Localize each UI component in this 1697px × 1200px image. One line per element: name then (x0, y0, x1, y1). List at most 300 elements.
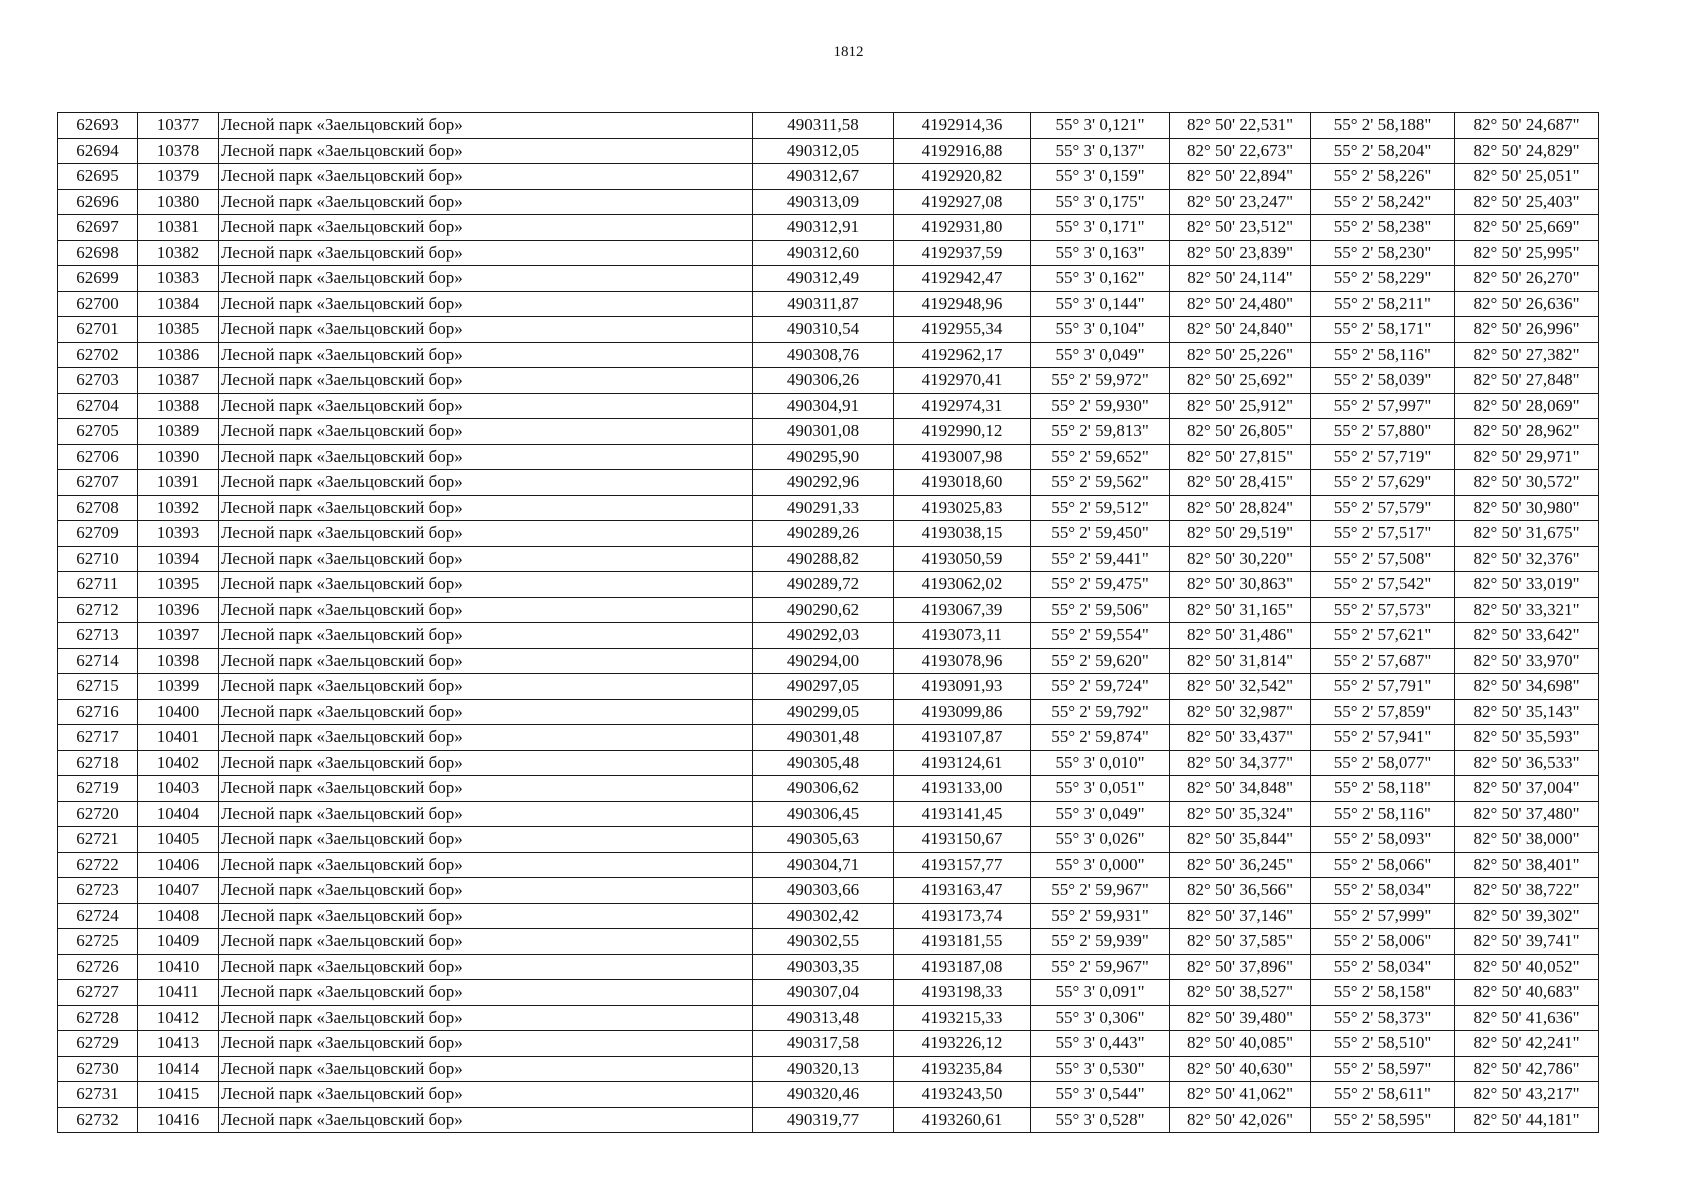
latitude-1-cell: 55° 3' 0,530" (1031, 1056, 1170, 1082)
latitude-2-cell: 55° 2' 58,158" (1311, 980, 1455, 1006)
latitude-1-cell: 55° 2' 59,967" (1031, 878, 1170, 904)
longitude-1-cell: 82° 50' 25,912" (1170, 393, 1311, 419)
longitude-2-cell: 82° 50' 39,302" (1455, 903, 1599, 929)
row-number-cell: 62718 (58, 750, 138, 776)
point-number-cell: 10397 (138, 623, 219, 649)
x-coordinate-cell: 490312,60 (753, 240, 894, 266)
x-coordinate-cell: 490304,71 (753, 852, 894, 878)
table-row (58, 597, 1599, 623)
table-row (58, 368, 1599, 394)
latitude-1-cell: 55° 3' 0,091" (1031, 980, 1170, 1006)
longitude-2-cell: 82° 50' 35,593" (1455, 725, 1599, 751)
table-row (58, 801, 1599, 827)
object-name-cell: Лесной парк «Заельцовский бор» (219, 1107, 753, 1133)
point-number-cell: 10387 (138, 368, 219, 394)
y-coordinate-cell: 4192962,17 (894, 342, 1031, 368)
x-coordinate-cell: 490290,62 (753, 597, 894, 623)
x-coordinate-cell: 490312,91 (753, 215, 894, 241)
latitude-2-cell: 55° 2' 58,093" (1311, 827, 1455, 853)
longitude-2-cell: 82° 50' 26,996" (1455, 317, 1599, 343)
longitude-1-cell: 82° 50' 32,542" (1170, 674, 1311, 700)
row-number-cell: 62698 (58, 240, 138, 266)
object-name-cell: Лесной парк «Заельцовский бор» (219, 801, 753, 827)
longitude-1-cell: 82° 50' 38,527" (1170, 980, 1311, 1006)
table-row (58, 903, 1599, 929)
point-number-cell: 10416 (138, 1107, 219, 1133)
longitude-1-cell: 82° 50' 37,585" (1170, 929, 1311, 955)
y-coordinate-cell: 4193226,12 (894, 1031, 1031, 1057)
point-number-cell: 10399 (138, 674, 219, 700)
table-row (58, 699, 1599, 725)
latitude-2-cell: 55° 2' 57,997" (1311, 393, 1455, 419)
object-name-cell: Лесной парк «Заельцовский бор» (219, 393, 753, 419)
point-number-cell: 10414 (138, 1056, 219, 1082)
latitude-2-cell: 55° 2' 58,006" (1311, 929, 1455, 955)
latitude-2-cell: 55° 2' 58,242" (1311, 189, 1455, 215)
longitude-2-cell: 82° 50' 28,069" (1455, 393, 1599, 419)
latitude-2-cell: 55° 2' 57,629" (1311, 470, 1455, 496)
y-coordinate-cell: 4193260,61 (894, 1107, 1031, 1133)
longitude-2-cell: 82° 50' 34,698" (1455, 674, 1599, 700)
row-number-cell: 62728 (58, 1005, 138, 1031)
latitude-1-cell: 55° 3' 0,049" (1031, 801, 1170, 827)
longitude-2-cell: 82° 50' 43,217" (1455, 1082, 1599, 1108)
point-number-cell: 10389 (138, 419, 219, 445)
latitude-2-cell: 55° 2' 58,510" (1311, 1031, 1455, 1057)
table-row (58, 980, 1599, 1006)
row-number-cell: 62716 (58, 699, 138, 725)
x-coordinate-cell: 490303,35 (753, 954, 894, 980)
longitude-1-cell: 82° 50' 29,519" (1170, 521, 1311, 547)
latitude-2-cell: 55° 2' 58,077" (1311, 750, 1455, 776)
longitude-2-cell: 82° 50' 44,181" (1455, 1107, 1599, 1133)
latitude-2-cell: 55° 2' 57,579" (1311, 495, 1455, 521)
latitude-1-cell: 55° 2' 59,554" (1031, 623, 1170, 649)
object-name-cell: Лесной парк «Заельцовский бор» (219, 852, 753, 878)
x-coordinate-cell: 490305,63 (753, 827, 894, 853)
longitude-1-cell: 82° 50' 35,324" (1170, 801, 1311, 827)
latitude-1-cell: 55° 2' 59,506" (1031, 597, 1170, 623)
latitude-2-cell: 55° 2' 57,573" (1311, 597, 1455, 623)
row-number-cell: 62709 (58, 521, 138, 547)
point-number-cell: 10403 (138, 776, 219, 802)
latitude-1-cell: 55° 2' 59,620" (1031, 648, 1170, 674)
table-row (58, 189, 1599, 215)
row-number-cell: 62721 (58, 827, 138, 853)
object-name-cell: Лесной парк «Заельцовский бор» (219, 495, 753, 521)
latitude-2-cell: 55° 2' 58,039" (1311, 368, 1455, 394)
row-number-cell: 62696 (58, 189, 138, 215)
x-coordinate-cell: 490313,09 (753, 189, 894, 215)
x-coordinate-cell: 490297,05 (753, 674, 894, 700)
latitude-1-cell: 55° 3' 0,443" (1031, 1031, 1170, 1057)
y-coordinate-cell: 4193099,86 (894, 699, 1031, 725)
row-number-cell: 62729 (58, 1031, 138, 1057)
point-number-cell: 10393 (138, 521, 219, 547)
y-coordinate-cell: 4193124,61 (894, 750, 1031, 776)
longitude-1-cell: 82° 50' 30,220" (1170, 546, 1311, 572)
table-row (58, 878, 1599, 904)
latitude-1-cell: 55° 3' 0,544" (1031, 1082, 1170, 1108)
x-coordinate-cell: 490304,91 (753, 393, 894, 419)
object-name-cell: Лесной парк «Заельцовский бор» (219, 1082, 753, 1108)
latitude-2-cell: 55° 2' 57,880" (1311, 419, 1455, 445)
point-number-cell: 10380 (138, 189, 219, 215)
latitude-2-cell: 55° 2' 57,859" (1311, 699, 1455, 725)
object-name-cell: Лесной парк «Заельцовский бор» (219, 1031, 753, 1057)
latitude-1-cell: 55° 3' 0,010" (1031, 750, 1170, 776)
latitude-2-cell: 55° 2' 57,508" (1311, 546, 1455, 572)
object-name-cell: Лесной парк «Заельцовский бор» (219, 470, 753, 496)
latitude-1-cell: 55° 2' 59,475" (1031, 572, 1170, 598)
page-number: 1812 (833, 44, 864, 60)
row-number-cell: 62712 (58, 597, 138, 623)
latitude-1-cell: 55° 3' 0,163" (1031, 240, 1170, 266)
latitude-2-cell: 55° 2' 58,226" (1311, 164, 1455, 190)
table-row (58, 572, 1599, 598)
longitude-2-cell: 82° 50' 37,480" (1455, 801, 1599, 827)
longitude-1-cell: 82° 50' 24,480" (1170, 291, 1311, 317)
longitude-1-cell: 82° 50' 25,692" (1170, 368, 1311, 394)
latitude-1-cell: 55° 3' 0,051" (1031, 776, 1170, 802)
table-row (58, 623, 1599, 649)
object-name-cell: Лесной парк «Заельцовский бор» (219, 368, 753, 394)
latitude-2-cell: 55° 2' 57,791" (1311, 674, 1455, 700)
longitude-1-cell: 82° 50' 23,512" (1170, 215, 1311, 241)
latitude-2-cell: 55° 2' 57,687" (1311, 648, 1455, 674)
x-coordinate-cell: 490308,76 (753, 342, 894, 368)
latitude-1-cell: 55° 3' 0,137" (1031, 138, 1170, 164)
x-coordinate-cell: 490305,48 (753, 750, 894, 776)
longitude-2-cell: 82° 50' 33,321" (1455, 597, 1599, 623)
object-name-cell: Лесной парк «Заельцовский бор» (219, 776, 753, 802)
row-number-cell: 62713 (58, 623, 138, 649)
object-name-cell: Лесной парк «Заельцовский бор» (219, 342, 753, 368)
table-row (58, 648, 1599, 674)
point-number-cell: 10396 (138, 597, 219, 623)
object-name-cell: Лесной парк «Заельцовский бор» (219, 291, 753, 317)
row-number-cell: 62693 (58, 113, 138, 139)
latitude-2-cell: 55° 2' 57,517" (1311, 521, 1455, 547)
point-number-cell: 10383 (138, 266, 219, 292)
table-row (58, 113, 1599, 139)
y-coordinate-cell: 4193243,50 (894, 1082, 1031, 1108)
table-row (58, 215, 1599, 241)
latitude-1-cell: 55° 2' 59,930" (1031, 393, 1170, 419)
latitude-2-cell: 55° 2' 58,230" (1311, 240, 1455, 266)
longitude-2-cell: 82° 50' 33,970" (1455, 648, 1599, 674)
point-number-cell: 10391 (138, 470, 219, 496)
latitude-1-cell: 55° 3' 0,104" (1031, 317, 1170, 343)
longitude-2-cell: 82° 50' 27,848" (1455, 368, 1599, 394)
table-row (58, 291, 1599, 317)
x-coordinate-cell: 490302,42 (753, 903, 894, 929)
longitude-1-cell: 82° 50' 24,114" (1170, 266, 1311, 292)
longitude-1-cell: 82° 50' 42,026" (1170, 1107, 1311, 1133)
longitude-1-cell: 82° 50' 37,146" (1170, 903, 1311, 929)
row-number-cell: 62731 (58, 1082, 138, 1108)
object-name-cell: Лесной парк «Заельцовский бор» (219, 189, 753, 215)
y-coordinate-cell: 4192942,47 (894, 266, 1031, 292)
longitude-1-cell: 82° 50' 23,839" (1170, 240, 1311, 266)
y-coordinate-cell: 4193235,84 (894, 1056, 1031, 1082)
latitude-2-cell: 55° 2' 58,171" (1311, 317, 1455, 343)
x-coordinate-cell: 490317,58 (753, 1031, 894, 1057)
latitude-2-cell: 55° 2' 58,597" (1311, 1056, 1455, 1082)
y-coordinate-cell: 4193215,33 (894, 1005, 1031, 1031)
latitude-1-cell: 55° 3' 0,171" (1031, 215, 1170, 241)
latitude-2-cell: 55° 2' 57,621" (1311, 623, 1455, 649)
longitude-2-cell: 82° 50' 33,642" (1455, 623, 1599, 649)
y-coordinate-cell: 4192914,36 (894, 113, 1031, 139)
longitude-1-cell: 82° 50' 22,673" (1170, 138, 1311, 164)
latitude-2-cell: 55° 2' 58,118" (1311, 776, 1455, 802)
row-number-cell: 62725 (58, 929, 138, 955)
longitude-2-cell: 82° 50' 27,382" (1455, 342, 1599, 368)
row-number-cell: 62704 (58, 393, 138, 419)
table-row (58, 240, 1599, 266)
latitude-1-cell: 55° 3' 0,000" (1031, 852, 1170, 878)
longitude-2-cell: 82° 50' 33,019" (1455, 572, 1599, 598)
point-number-cell: 10413 (138, 1031, 219, 1057)
latitude-1-cell: 55° 2' 59,939" (1031, 929, 1170, 955)
x-coordinate-cell: 490301,48 (753, 725, 894, 751)
longitude-1-cell: 82° 50' 31,486" (1170, 623, 1311, 649)
longitude-1-cell: 82° 50' 30,863" (1170, 572, 1311, 598)
x-coordinate-cell: 490307,04 (753, 980, 894, 1006)
x-coordinate-cell: 490295,90 (753, 444, 894, 470)
longitude-2-cell: 82° 50' 35,143" (1455, 699, 1599, 725)
y-coordinate-cell: 4193181,55 (894, 929, 1031, 955)
y-coordinate-cell: 4192920,82 (894, 164, 1031, 190)
y-coordinate-cell: 4193173,74 (894, 903, 1031, 929)
latitude-1-cell: 55° 2' 59,967" (1031, 954, 1170, 980)
y-coordinate-cell: 4193107,87 (894, 725, 1031, 751)
point-number-cell: 10407 (138, 878, 219, 904)
object-name-cell: Лесной парк «Заельцовский бор» (219, 164, 753, 190)
latitude-1-cell: 55° 3' 0,026" (1031, 827, 1170, 853)
longitude-1-cell: 82° 50' 31,814" (1170, 648, 1311, 674)
row-number-cell: 62710 (58, 546, 138, 572)
table-row (58, 138, 1599, 164)
latitude-2-cell: 55° 2' 58,595" (1311, 1107, 1455, 1133)
table-row (58, 444, 1599, 470)
row-number-cell: 62700 (58, 291, 138, 317)
longitude-2-cell: 82° 50' 37,004" (1455, 776, 1599, 802)
object-name-cell: Лесной парк «Заельцовский бор» (219, 674, 753, 700)
x-coordinate-cell: 490289,26 (753, 521, 894, 547)
y-coordinate-cell: 4192927,08 (894, 189, 1031, 215)
y-coordinate-cell: 4193141,45 (894, 801, 1031, 827)
object-name-cell: Лесной парк «Заельцовский бор» (219, 878, 753, 904)
table-row (58, 266, 1599, 292)
latitude-2-cell: 55° 2' 58,373" (1311, 1005, 1455, 1031)
point-number-cell: 10385 (138, 317, 219, 343)
y-coordinate-cell: 4193062,02 (894, 572, 1031, 598)
object-name-cell: Лесной парк «Заельцовский бор» (219, 317, 753, 343)
object-name-cell: Лесной парк «Заельцовский бор» (219, 546, 753, 572)
point-number-cell: 10412 (138, 1005, 219, 1031)
x-coordinate-cell: 490303,66 (753, 878, 894, 904)
object-name-cell: Лесной парк «Заельцовский бор» (219, 1056, 753, 1082)
object-name-cell: Лесной парк «Заельцовский бор» (219, 827, 753, 853)
object-name-cell: Лесной парк «Заельцовский бор» (219, 699, 753, 725)
longitude-2-cell: 82° 50' 42,786" (1455, 1056, 1599, 1082)
latitude-1-cell: 55° 2' 59,931" (1031, 903, 1170, 929)
table-row (58, 470, 1599, 496)
point-number-cell: 10395 (138, 572, 219, 598)
row-number-cell: 62695 (58, 164, 138, 190)
longitude-2-cell: 82° 50' 38,722" (1455, 878, 1599, 904)
table-row (58, 342, 1599, 368)
longitude-1-cell: 82° 50' 26,805" (1170, 419, 1311, 445)
row-number-cell: 62723 (58, 878, 138, 904)
longitude-2-cell: 82° 50' 42,241" (1455, 1031, 1599, 1057)
object-name-cell: Лесной парк «Заельцовский бор» (219, 572, 753, 598)
latitude-2-cell: 55° 2' 58,611" (1311, 1082, 1455, 1108)
longitude-2-cell: 82° 50' 26,270" (1455, 266, 1599, 292)
y-coordinate-cell: 4192970,41 (894, 368, 1031, 394)
latitude-1-cell: 55° 2' 59,724" (1031, 674, 1170, 700)
x-coordinate-cell: 490291,33 (753, 495, 894, 521)
x-coordinate-cell: 490306,62 (753, 776, 894, 802)
y-coordinate-cell: 4193187,08 (894, 954, 1031, 980)
table-row (58, 164, 1599, 190)
table-row (58, 852, 1599, 878)
object-name-cell: Лесной парк «Заельцовский бор» (219, 240, 753, 266)
x-coordinate-cell: 490289,72 (753, 572, 894, 598)
latitude-1-cell: 55° 3' 0,528" (1031, 1107, 1170, 1133)
latitude-1-cell: 55° 2' 59,441" (1031, 546, 1170, 572)
coordinates-table (57, 112, 1599, 1133)
x-coordinate-cell: 490310,54 (753, 317, 894, 343)
longitude-1-cell: 82° 50' 34,377" (1170, 750, 1311, 776)
longitude-2-cell: 82° 50' 38,401" (1455, 852, 1599, 878)
point-number-cell: 10382 (138, 240, 219, 266)
row-number-cell: 62694 (58, 138, 138, 164)
object-name-cell: Лесной парк «Заельцовский бор» (219, 521, 753, 547)
x-coordinate-cell: 490306,45 (753, 801, 894, 827)
object-name-cell: Лесной парк «Заельцовский бор» (219, 113, 753, 139)
row-number-cell: 62707 (58, 470, 138, 496)
y-coordinate-cell: 4192948,96 (894, 291, 1031, 317)
y-coordinate-cell: 4193091,93 (894, 674, 1031, 700)
row-number-cell: 62719 (58, 776, 138, 802)
longitude-1-cell: 82° 50' 36,566" (1170, 878, 1311, 904)
x-coordinate-cell: 490312,05 (753, 138, 894, 164)
point-number-cell: 10402 (138, 750, 219, 776)
row-number-cell: 62732 (58, 1107, 138, 1133)
latitude-2-cell: 55° 2' 57,941" (1311, 725, 1455, 751)
table-row (58, 954, 1599, 980)
point-number-cell: 10410 (138, 954, 219, 980)
latitude-1-cell: 55° 3' 0,175" (1031, 189, 1170, 215)
latitude-2-cell: 55° 2' 58,034" (1311, 878, 1455, 904)
object-name-cell: Лесной парк «Заельцовский бор» (219, 138, 753, 164)
y-coordinate-cell: 4193025,83 (894, 495, 1031, 521)
longitude-2-cell: 82° 50' 24,687" (1455, 113, 1599, 139)
longitude-1-cell: 82° 50' 41,062" (1170, 1082, 1311, 1108)
latitude-1-cell: 55° 3' 0,121" (1031, 113, 1170, 139)
object-name-cell: Лесной парк «Заельцовский бор» (219, 215, 753, 241)
longitude-1-cell: 82° 50' 22,894" (1170, 164, 1311, 190)
row-number-cell: 62697 (58, 215, 138, 241)
latitude-1-cell: 55° 2' 59,874" (1031, 725, 1170, 751)
latitude-2-cell: 55° 2' 58,238" (1311, 215, 1455, 241)
table-row (58, 1107, 1599, 1133)
table-row (58, 725, 1599, 751)
row-number-cell: 62730 (58, 1056, 138, 1082)
point-number-cell: 10390 (138, 444, 219, 470)
longitude-1-cell: 82° 50' 35,844" (1170, 827, 1311, 853)
row-number-cell: 62722 (58, 852, 138, 878)
longitude-2-cell: 82° 50' 40,052" (1455, 954, 1599, 980)
y-coordinate-cell: 4193050,59 (894, 546, 1031, 572)
row-number-cell: 62705 (58, 419, 138, 445)
table-row (58, 827, 1599, 853)
row-number-cell: 62727 (58, 980, 138, 1006)
point-number-cell: 10406 (138, 852, 219, 878)
point-number-cell: 10409 (138, 929, 219, 955)
table-row (58, 393, 1599, 419)
object-name-cell: Лесной парк «Заельцовский бор» (219, 419, 753, 445)
longitude-1-cell: 82° 50' 34,848" (1170, 776, 1311, 802)
longitude-2-cell: 82° 50' 25,051" (1455, 164, 1599, 190)
y-coordinate-cell: 4193038,15 (894, 521, 1031, 547)
point-number-cell: 10404 (138, 801, 219, 827)
longitude-2-cell: 82° 50' 28,962" (1455, 419, 1599, 445)
latitude-2-cell: 55° 2' 57,542" (1311, 572, 1455, 598)
y-coordinate-cell: 4192990,12 (894, 419, 1031, 445)
longitude-2-cell: 82° 50' 25,403" (1455, 189, 1599, 215)
row-number-cell: 62699 (58, 266, 138, 292)
longitude-1-cell: 82° 50' 31,165" (1170, 597, 1311, 623)
x-coordinate-cell: 490292,96 (753, 470, 894, 496)
point-number-cell: 10381 (138, 215, 219, 241)
x-coordinate-cell: 490288,82 (753, 546, 894, 572)
y-coordinate-cell: 4193150,67 (894, 827, 1031, 853)
latitude-2-cell: 55° 2' 58,116" (1311, 801, 1455, 827)
latitude-1-cell: 55° 3' 0,306" (1031, 1005, 1170, 1031)
latitude-1-cell: 55° 3' 0,144" (1031, 291, 1170, 317)
longitude-1-cell: 82° 50' 22,531" (1170, 113, 1311, 139)
longitude-2-cell: 82° 50' 25,669" (1455, 215, 1599, 241)
x-coordinate-cell: 490306,26 (753, 368, 894, 394)
latitude-2-cell: 55° 2' 58,188" (1311, 113, 1455, 139)
point-number-cell: 10408 (138, 903, 219, 929)
y-coordinate-cell: 4192931,80 (894, 215, 1031, 241)
object-name-cell: Лесной парк «Заельцовский бор» (219, 954, 753, 980)
table-row (58, 1005, 1599, 1031)
table-row (58, 929, 1599, 955)
point-number-cell: 10405 (138, 827, 219, 853)
row-number-cell: 62708 (58, 495, 138, 521)
row-number-cell: 62726 (58, 954, 138, 980)
latitude-2-cell: 55° 2' 58,116" (1311, 342, 1455, 368)
longitude-2-cell: 82° 50' 24,829" (1455, 138, 1599, 164)
latitude-2-cell: 55° 2' 58,229" (1311, 266, 1455, 292)
longitude-1-cell: 82° 50' 39,480" (1170, 1005, 1311, 1031)
table-row (58, 674, 1599, 700)
x-coordinate-cell: 490311,87 (753, 291, 894, 317)
longitude-1-cell: 82° 50' 36,245" (1170, 852, 1311, 878)
latitude-1-cell: 55° 3' 0,162" (1031, 266, 1170, 292)
point-number-cell: 10384 (138, 291, 219, 317)
longitude-2-cell: 82° 50' 38,000" (1455, 827, 1599, 853)
table-row (58, 776, 1599, 802)
x-coordinate-cell: 490312,67 (753, 164, 894, 190)
latitude-1-cell: 55° 2' 59,562" (1031, 470, 1170, 496)
